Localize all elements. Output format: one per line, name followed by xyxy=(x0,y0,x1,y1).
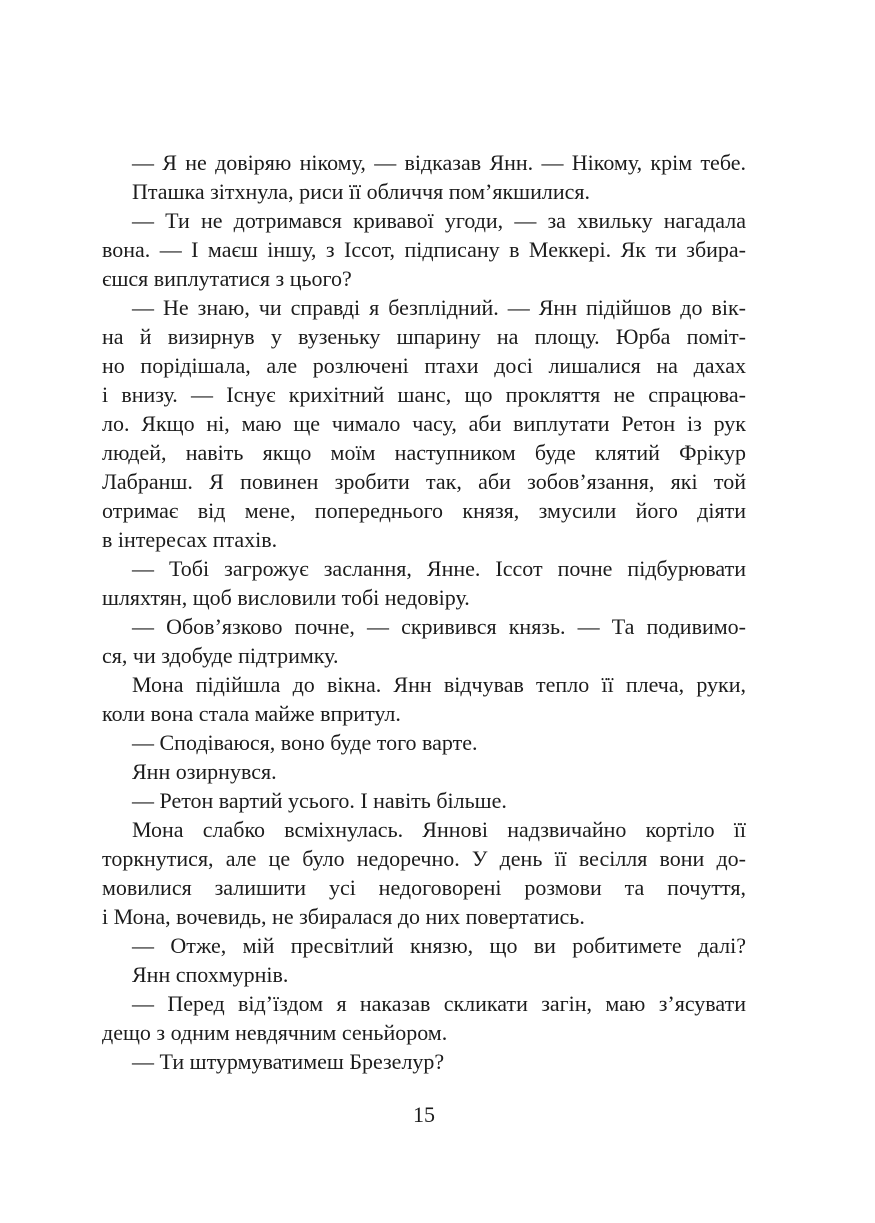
paragraph xyxy=(102,1047,746,1076)
text-line: торкнутися, але це було недоречно. У день її весілля вони до- xyxy=(102,846,746,871)
text-line: Лабранш. Я повинен зробити так, аби зобов’язання, які той xyxy=(102,469,746,494)
text-line: — Ретон вартий усього. І навіть більше. xyxy=(132,788,507,813)
paragraph xyxy=(102,728,746,757)
paragraph xyxy=(102,293,746,554)
text-line: людей, навіть якщо моїм наступником буде клятий Фрікур xyxy=(102,440,746,465)
text-line: — Не знаю, чи справді я безплідний. — Янн підійшов до вік- xyxy=(132,295,746,320)
paragraph xyxy=(102,206,746,293)
text-line: отримає від мене, попереднього князя, змусили його діяти xyxy=(102,498,746,523)
text-line: — Отже, мій пресвітлий князю, що ви робитимете далі? xyxy=(132,933,746,958)
paragraph xyxy=(102,612,746,670)
text-line: в інтересах птахів. xyxy=(102,527,278,552)
paragraph xyxy=(102,177,746,206)
text-line: шляхтян, щоб висловили тобі недовіру. xyxy=(102,585,470,610)
paragraph xyxy=(102,757,746,786)
paragraph xyxy=(102,786,746,815)
paragraph xyxy=(102,554,746,612)
text-line: і Мона, вочевидь, не збиралася до них повертатись. xyxy=(102,904,585,929)
text-line: вона. — І маєш іншу, з Іссот, підписану в Меккері. Як ти збира- xyxy=(102,237,746,262)
text-line: но порідішала, але розлючені птахи досі лишалися на дахах xyxy=(102,353,746,378)
text-line: ся, чи здобуде підтримку. xyxy=(102,643,339,668)
page-number: 15 xyxy=(413,1102,435,1127)
text-line: — Ти штурмуватимеш Брезелур? xyxy=(132,1049,445,1074)
paragraph xyxy=(102,989,746,1047)
text-line: — Ти не дотримався кривавої угоди, — за хвильку нагадала xyxy=(132,208,746,233)
text-line: Пташка зітхнула, риси її обличчя пом’якшилися. xyxy=(132,179,591,204)
text-line: Янн озирнувся. xyxy=(132,759,277,784)
text-line: — Я не довіряю нікому, — відказав Янн. — Нікому, крім тебе. xyxy=(132,150,746,175)
text-line: — Сподіваюся, воно буде того варте. xyxy=(132,730,478,755)
text-line: і внизу. — Існує крихітний шанс, що прокляття не спрацюва- xyxy=(102,382,746,407)
text-line: — Перед від’їздом я наказав скликати загін, маю з’ясувати xyxy=(132,991,746,1016)
page-text xyxy=(102,148,746,1076)
text-line: — Тобі загрожує заслання, Янне. Іссот почне підбурювати xyxy=(132,556,746,581)
text-line: мовилися залишити усі недоговорені розмови та почуття, xyxy=(102,875,746,900)
text-line: коли вона стала майже впритул. xyxy=(102,701,401,726)
text-line: на й визирнув у вузеньку шпарину на площу. Юрба поміт- xyxy=(102,324,746,349)
paragraph xyxy=(102,931,746,960)
paragraph xyxy=(102,960,746,989)
text-line: Янн спохмурнів. xyxy=(132,962,289,987)
text-line: — Обов’язково почне, — скривився князь. — Та подивимо- xyxy=(132,614,746,639)
text-line: дещо з одним невдячним сеньйором. xyxy=(102,1020,448,1045)
paragraph xyxy=(102,815,746,931)
text-line: ло. Якщо ні, маю ще чимало часу, аби виплутати Ретон із рук xyxy=(102,411,746,436)
text-line: єшся виплутатися з цього? xyxy=(102,266,352,291)
paragraph xyxy=(102,670,746,728)
text-line: Мона слабко всміхнулась. Яннові надзвичайно кортіло її xyxy=(132,817,746,842)
text-line: Мона підійшла до вікна. Янн відчував тепло її плеча, руки, xyxy=(132,672,746,697)
paragraph xyxy=(102,148,746,177)
